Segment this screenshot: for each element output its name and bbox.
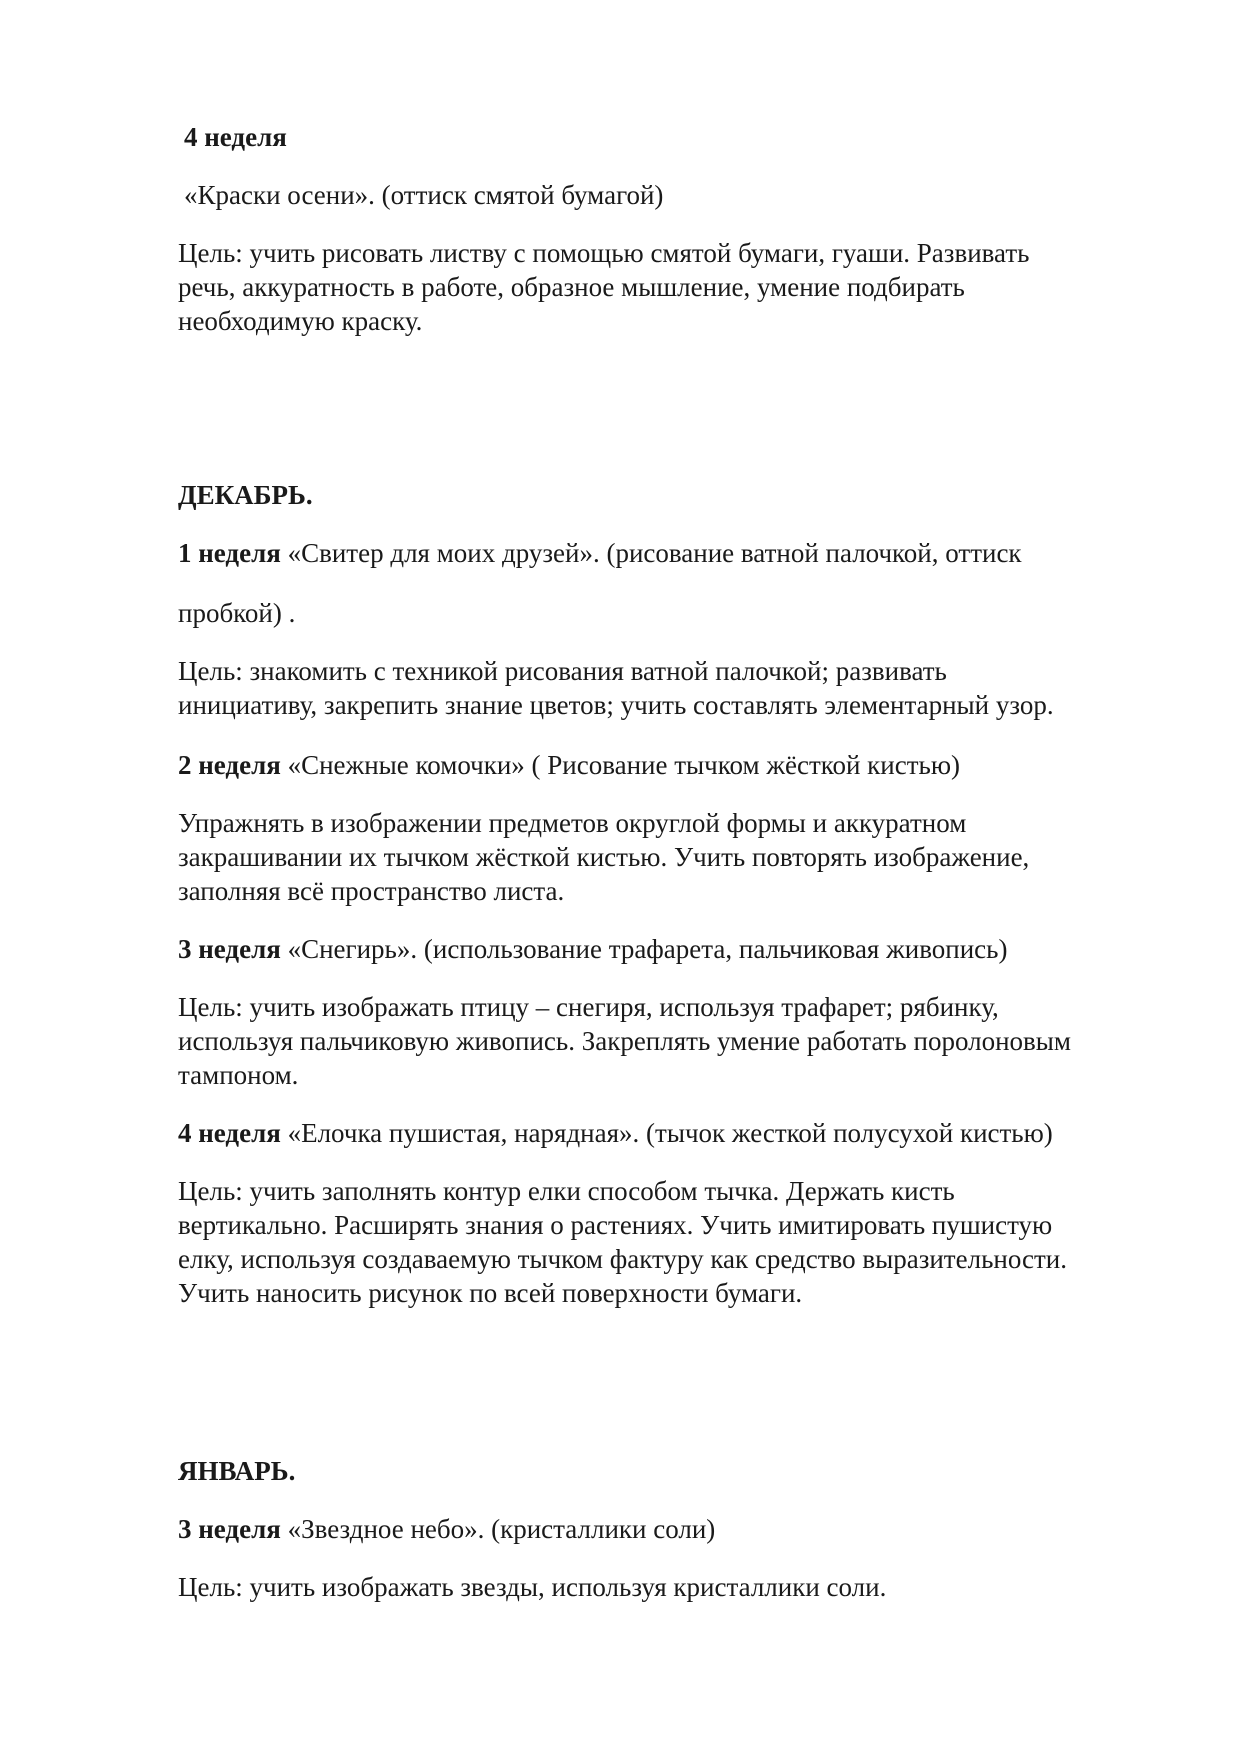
lesson-goal-dec-1: Цель: знакомить с техникой рисования ватной палочкой; развивать инициативу, закрепить знание цветов; учить составлять элементарный узор. [178, 656, 1054, 720]
week-label: 2 неделя [178, 750, 281, 780]
month-heading-december: ДЕКАБРЬ. [178, 480, 313, 510]
lesson-title-dec-4: 4 неделя «Елочка пушистая, нарядная». (тычок жесткой полусухой кистью) [178, 1118, 1053, 1148]
lesson-goal-dec-2: Упражнять в изображении предметов округлой формы и аккуратном закрашивании их тычком жёсткой кистью. Учить повторять изображение, заполняя всё пространство листа. [178, 808, 1030, 906]
week-label: 1 неделя [178, 538, 281, 568]
week-heading-nov-4: 4 неделя [184, 122, 287, 152]
lesson-goal-dec-3: Цель: учить изображать птицу – снегиря, используя трафарет; рябинку, используя пальчиковую живопись. Закреплять умение работать поролоновым тампоном. [178, 992, 1071, 1090]
lesson-title-jan-3: 3 неделя «Звездное небо». (кристаллики соли) [178, 1514, 716, 1544]
week-label: 3 неделя [178, 934, 281, 964]
lesson-goal-dec-4: Цель: учить заполнять контур елки способом тычка. Держать кисть вертикально. Расширять знания о растениях. Учить имитировать пушистую елку, используя создаваемую тычком фактуру как средство выразительности. Учить наносить рисунок по всей поверхности бумаги. [178, 1176, 1067, 1308]
lesson-title-dec-3: 3 неделя «Снегирь». (использование трафарета, пальчиковая живопись) [178, 934, 1008, 964]
lesson-title-nov-4: «Краски осени». (оттиск смятой бумагой) [184, 180, 664, 210]
lesson-title-dec-2: 2 неделя «Снежные комочки» ( Рисование тычком жёсткой кистью) [178, 750, 961, 780]
lesson-goal-nov-4: Цель: учить рисовать листву с помощью смятой бумаги, гуаши. Развивать речь, аккуратность в работе, образное мышление, умение подбирать необходимую краску. [178, 238, 1030, 336]
lesson-title-dec-1-cont: пробкой) . [178, 598, 296, 628]
month-heading-january: ЯНВАРЬ. [178, 1456, 296, 1486]
week-label: 3 неделя [178, 1514, 281, 1544]
lesson-goal-jan-3: Цель: учить изображать звезды, используя кристаллики соли. [178, 1572, 887, 1602]
lesson-title-dec-1: 1 неделя «Свитер для моих друзей». (рисование ватной палочкой, оттиск [178, 538, 1022, 568]
week-label: 4 неделя [178, 1118, 281, 1148]
